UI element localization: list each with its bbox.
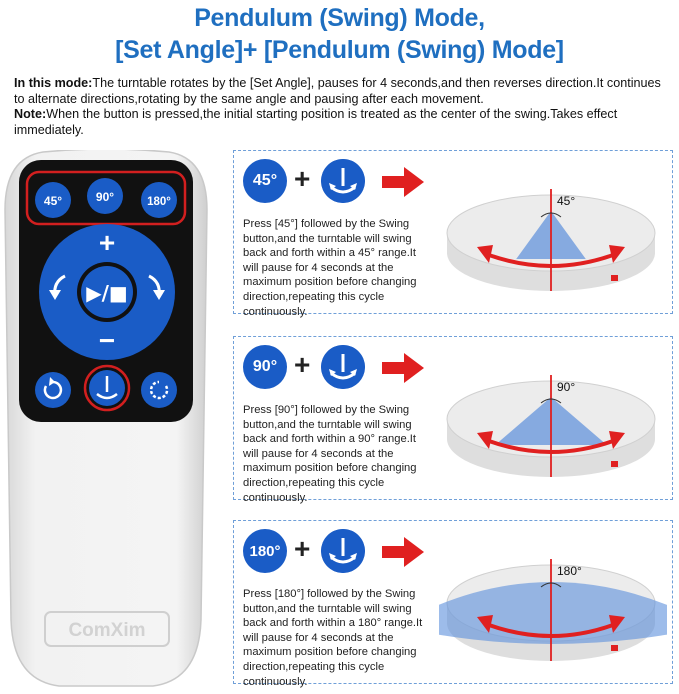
red-arrow-icon: [382, 353, 424, 383]
note-description: [14, 107, 674, 138]
swing-panel-45: [233, 150, 673, 318]
plus-sign: +: [294, 349, 311, 380]
panel-description: Press [45°] followed by the Swing button,and the turntable will swing back and forth within a 45° range.It will pause for 4 seconds at the maximum position before changing direction,repeating this cycle continuously.: [243, 218, 417, 318]
swing-icon: [321, 345, 365, 389]
remote-angle-button-90[interactable]: [87, 178, 123, 214]
swing-panel-90: [233, 336, 673, 504]
panel-description: Press [90°] followed by the Swing button,and the turntable will swing back and forth within a 90° range.It will pause for 4 seconds at the maximum position before changing direction,repeating this cycle continuously.: [243, 404, 417, 504]
turntable-diagram: [439, 541, 667, 676]
page-title-line-1: Pendulum (Swing) Mode,: [194, 4, 485, 32]
remote-plus-button[interactable]: +: [98, 227, 116, 258]
remote-swing-button[interactable]: [89, 370, 125, 406]
power-switch: [611, 461, 618, 467]
plus-sign: +: [294, 163, 311, 194]
swing-icon: [321, 159, 365, 203]
turntable-diagram: [439, 357, 667, 492]
note-label: Note:: [14, 107, 47, 121]
angle-badge: 45°: [243, 159, 287, 203]
angle-label: 45°: [557, 194, 576, 208]
svg-text:ComXim: ComXim: [68, 620, 146, 641]
mode-text: The turntable rotates by the [Set Angle], pauses for 4 seconds,and then reverses direction.It continues to alternate directions,rotating by the same angle and pausing after each movement.: [14, 76, 661, 106]
svg-text:180°: 180°: [147, 196, 171, 208]
angle-label: 90°: [557, 380, 576, 394]
remote-rotate-cw-button[interactable]: [141, 372, 177, 408]
remote-rotate-ccw-button[interactable]: [35, 372, 71, 408]
page-title-line-2: [Set Angle]+ [Pendulum (Swing) Mode]: [115, 36, 564, 64]
turntable-diagram: [439, 171, 667, 306]
mode-label: In this mode:: [14, 76, 93, 90]
remote-angle-button-180[interactable]: [141, 182, 177, 218]
remote-play-stop-button[interactable]: [77, 262, 137, 322]
remote-angle-button-45[interactable]: [35, 182, 71, 218]
angle-badge: 90°: [243, 345, 287, 389]
svg-text:90°: 90°: [95, 190, 115, 204]
svg-text:▶/■: ▶/■: [86, 281, 128, 305]
remote-minus-button[interactable]: −: [98, 325, 116, 356]
swing-panel-180: [233, 520, 673, 688]
note-text: When the button is pressed,the initial starting position is treated as the center of the swing.Takes effect immediately.: [14, 107, 618, 137]
angle-badge: 180°: [243, 529, 287, 573]
angle-label: 180°: [557, 564, 582, 578]
red-arrow-icon: [382, 537, 424, 567]
power-switch: [611, 275, 618, 281]
power-switch: [611, 645, 618, 651]
swing-icon: [321, 529, 365, 573]
panel-description: Press [180°] followed by the Swing button,and the turntable will swing back and forth within a 180° range.It will pause for 4 seconds at the maximum position before changing direction,repeating this cycle continuously.: [243, 588, 423, 688]
red-arrow-icon: [382, 167, 424, 197]
remote-control: [3, 150, 209, 690]
mode-description: [14, 76, 674, 107]
svg-text:45°: 45°: [43, 194, 63, 208]
plus-sign: +: [294, 533, 311, 564]
